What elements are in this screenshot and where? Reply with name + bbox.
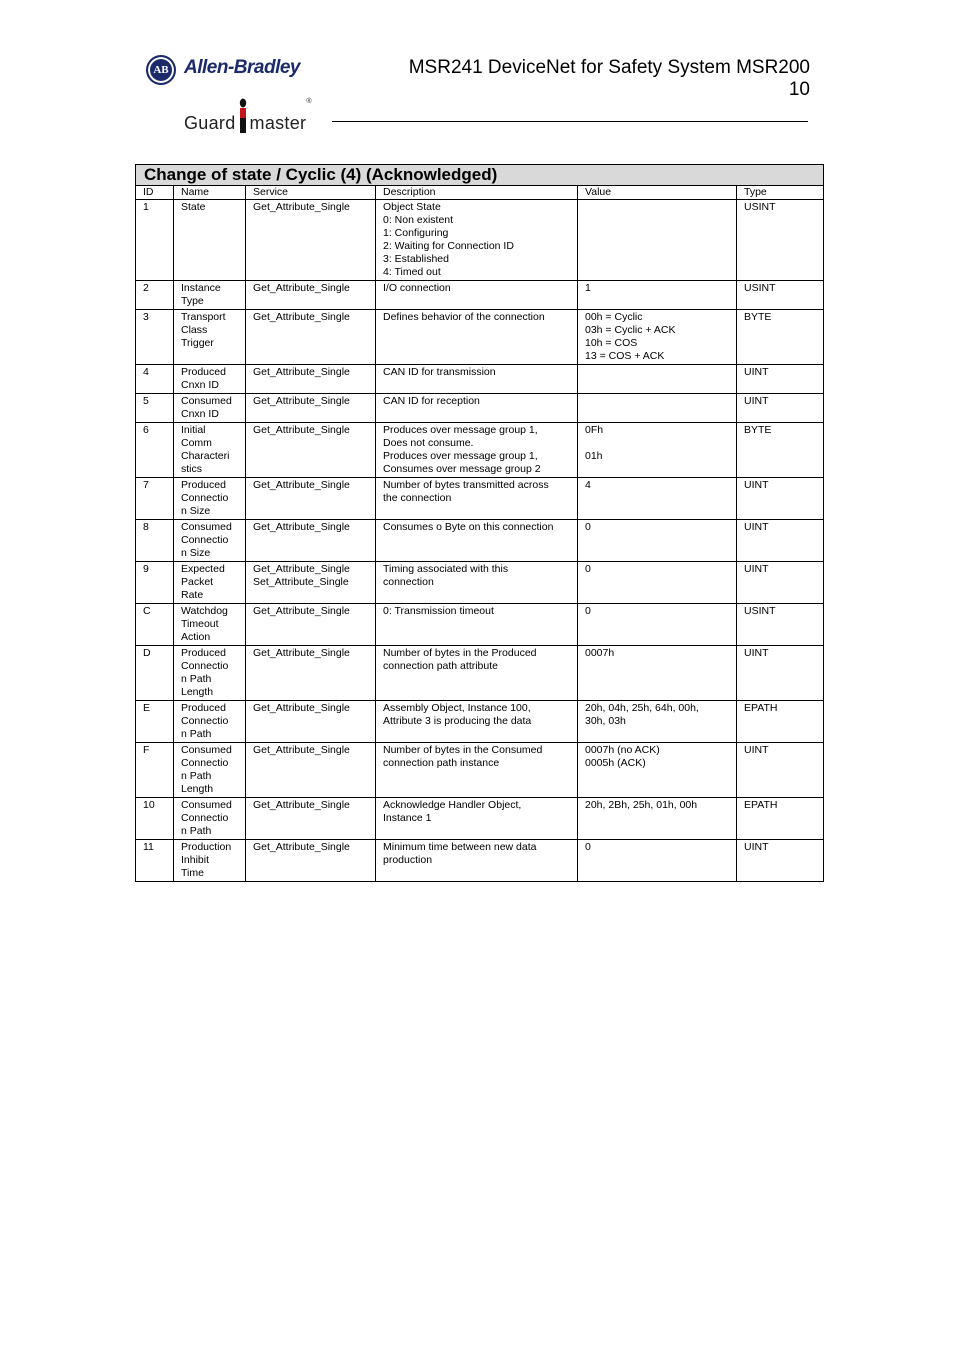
cell-id: 2 bbox=[136, 281, 174, 310]
cell-name: Produced Connectio n Path bbox=[174, 701, 246, 743]
column-header-id: ID bbox=[136, 186, 174, 200]
table-row bbox=[136, 365, 824, 394]
cell-type: BYTE bbox=[737, 423, 824, 478]
column-header-service: Service bbox=[246, 186, 376, 200]
cell-type: UINT bbox=[737, 743, 824, 798]
document-title: MSR241 DeviceNet for Safety System MSR200 bbox=[408, 57, 810, 78]
cell-name: Instance Type bbox=[174, 281, 246, 310]
cell-value bbox=[578, 200, 737, 281]
cell-description: Assembly Object, Instance 100, Attribute 3 is producing the data bbox=[376, 701, 578, 743]
cell-value: 4 bbox=[578, 478, 737, 520]
cell-id: F bbox=[136, 743, 174, 798]
table-row bbox=[136, 520, 824, 562]
cell-value: 0 bbox=[578, 520, 737, 562]
attribute-table-body bbox=[136, 165, 824, 882]
table-row bbox=[136, 310, 824, 365]
cell-type: USINT bbox=[737, 200, 824, 281]
cell-type: UINT bbox=[737, 646, 824, 701]
table-row bbox=[136, 798, 824, 840]
guardmaster-text-post: master bbox=[249, 113, 307, 133]
cell-id: E bbox=[136, 701, 174, 743]
page-number: 10 bbox=[788, 79, 810, 100]
cell-description: Acknowledge Handler Object, Instance 1 bbox=[376, 798, 578, 840]
cell-description: Number of bytes in the Consumed connection path instance bbox=[376, 743, 578, 798]
cell-type: UINT bbox=[737, 478, 824, 520]
guardmaster-text-pre: Guard bbox=[184, 113, 236, 133]
cell-name: Consumed Cnxn ID bbox=[174, 394, 246, 423]
cell-type: UINT bbox=[737, 840, 824, 882]
cell-value: 0 bbox=[578, 840, 737, 882]
cell-service: Get_Attribute_Single bbox=[246, 604, 376, 646]
cell-description: Object State 0: Non existent 1: Configuring 2: Waiting for Connection ID 3: Established 4: Timed out bbox=[376, 200, 578, 281]
cell-name: Consumed Connectio n Path bbox=[174, 798, 246, 840]
cell-type: UINT bbox=[737, 365, 824, 394]
cell-type: UINT bbox=[737, 562, 824, 604]
cell-value bbox=[578, 394, 737, 423]
cell-id: 7 bbox=[136, 478, 174, 520]
cell-service: Get_Attribute_Single bbox=[246, 310, 376, 365]
cell-service: Get_Attribute_Single bbox=[246, 840, 376, 882]
guardmaster-logo bbox=[184, 98, 312, 134]
table-row bbox=[136, 646, 824, 701]
cell-description: Number of bytes in the Produced connection path attribute bbox=[376, 646, 578, 701]
cell-type: BYTE bbox=[737, 310, 824, 365]
cell-name: Produced Connectio n Size bbox=[174, 478, 246, 520]
cell-name: Watchdog Timeout Action bbox=[174, 604, 246, 646]
header-rule bbox=[332, 121, 808, 122]
cell-type: UINT bbox=[737, 394, 824, 423]
cell-name: Expected Packet Rate bbox=[174, 562, 246, 604]
cell-value: 0 bbox=[578, 562, 737, 604]
cell-name: Consumed Connectio n Path Length bbox=[174, 743, 246, 798]
table-row bbox=[136, 200, 824, 281]
table-row bbox=[136, 743, 824, 798]
column-header-description: Description bbox=[376, 186, 578, 200]
cell-value: 0007h bbox=[578, 646, 737, 701]
cell-service: Get_Attribute_Single bbox=[246, 701, 376, 743]
cell-service: Get_Attribute_Single bbox=[246, 423, 376, 478]
table-title: Change of state / Cyclic (4) (Acknowledged) bbox=[136, 165, 824, 186]
cell-id: 3 bbox=[136, 310, 174, 365]
cell-description: Timing associated with this connection bbox=[376, 562, 578, 604]
ab-seal-icon: AB bbox=[146, 55, 176, 85]
cell-service: Get_Attribute_Single bbox=[246, 365, 376, 394]
table-title-row bbox=[136, 165, 824, 186]
cell-value: 0 bbox=[578, 604, 737, 646]
column-header-name: Name bbox=[174, 186, 246, 200]
cell-description: Defines behavior of the connection bbox=[376, 310, 578, 365]
cell-service: Get_Attribute_Single Set_Attribute_Single bbox=[246, 562, 376, 604]
cell-type: EPATH bbox=[737, 701, 824, 743]
table-row bbox=[136, 701, 824, 743]
cell-description: Consumes o Byte on this connection bbox=[376, 520, 578, 562]
document-header bbox=[409, 57, 810, 101]
cell-name: Production Inhibit Time bbox=[174, 840, 246, 882]
table-row bbox=[136, 478, 824, 520]
cell-description: I/O connection bbox=[376, 281, 578, 310]
table-row bbox=[136, 394, 824, 423]
column-header-type: Type bbox=[737, 186, 824, 200]
cell-description: Minimum time between new data production bbox=[376, 840, 578, 882]
attribute-table bbox=[135, 164, 824, 882]
table-row bbox=[136, 281, 824, 310]
cell-description: 0: Transmission timeout bbox=[376, 604, 578, 646]
cell-id: 1 bbox=[136, 200, 174, 281]
cell-name: Produced Connectio n Path Length bbox=[174, 646, 246, 701]
cell-service: Get_Attribute_Single bbox=[246, 478, 376, 520]
cell-type: USINT bbox=[737, 604, 824, 646]
cell-service: Get_Attribute_Single bbox=[246, 281, 376, 310]
cell-type: EPATH bbox=[737, 798, 824, 840]
cell-id: 5 bbox=[136, 394, 174, 423]
cell-description: Produces over message group 1, Does not consume. Produces over message group 1, Consumes over message group 2 bbox=[376, 423, 578, 478]
table-header-row bbox=[136, 186, 824, 200]
cell-service: Get_Attribute_Single bbox=[246, 646, 376, 701]
cell-value: 20h, 2Bh, 25h, 01h, 00h bbox=[578, 798, 737, 840]
cell-id: 9 bbox=[136, 562, 174, 604]
cell-service: Get_Attribute_Single bbox=[246, 200, 376, 281]
cell-value: 0Fh 01h bbox=[578, 423, 737, 478]
cell-value: 20h, 04h, 25h, 64h, 00h, 30h, 03h bbox=[578, 701, 737, 743]
allen-bradley-logo bbox=[144, 53, 314, 87]
cell-service: Get_Attribute_Single bbox=[246, 394, 376, 423]
cell-service: Get_Attribute_Single bbox=[246, 743, 376, 798]
cell-id: 11 bbox=[136, 840, 174, 882]
cell-name: State bbox=[174, 200, 246, 281]
cell-value: 00h = Cyclic 03h = Cyclic + ACK 10h = COS 13 = COS + ACK bbox=[578, 310, 737, 365]
cell-description: Number of bytes transmitted across the connection bbox=[376, 478, 578, 520]
cell-name: Transport Class Trigger bbox=[174, 310, 246, 365]
cell-id: 6 bbox=[136, 423, 174, 478]
table-row bbox=[136, 840, 824, 882]
table-row bbox=[136, 562, 824, 604]
registered-mark: ® bbox=[306, 98, 312, 105]
column-header-value: Value bbox=[578, 186, 737, 200]
cell-value: 0007h (no ACK) 0005h (ACK) bbox=[578, 743, 737, 798]
cell-value bbox=[578, 365, 737, 394]
cell-name: Initial Comm Characteri stics bbox=[174, 423, 246, 478]
cell-name: Produced Cnxn ID bbox=[174, 365, 246, 394]
cell-description: CAN ID for reception bbox=[376, 394, 578, 423]
brand-name: Allen-Bradley bbox=[184, 57, 300, 78]
cell-type: UINT bbox=[737, 520, 824, 562]
cell-id: 8 bbox=[136, 520, 174, 562]
cell-service: Get_Attribute_Single bbox=[246, 520, 376, 562]
cell-description: CAN ID for transmission bbox=[376, 365, 578, 394]
cell-value: 1 bbox=[578, 281, 737, 310]
cell-id: 10 bbox=[136, 798, 174, 840]
cell-name: Consumed Connectio n Size bbox=[174, 520, 246, 562]
cell-type: USINT bbox=[737, 281, 824, 310]
guardsman-icon bbox=[237, 98, 249, 134]
table-row bbox=[136, 423, 824, 478]
cell-service: Get_Attribute_Single bbox=[246, 798, 376, 840]
cell-id: C bbox=[136, 604, 174, 646]
cell-id: 4 bbox=[136, 365, 174, 394]
table-row bbox=[136, 604, 824, 646]
cell-id: D bbox=[136, 646, 174, 701]
